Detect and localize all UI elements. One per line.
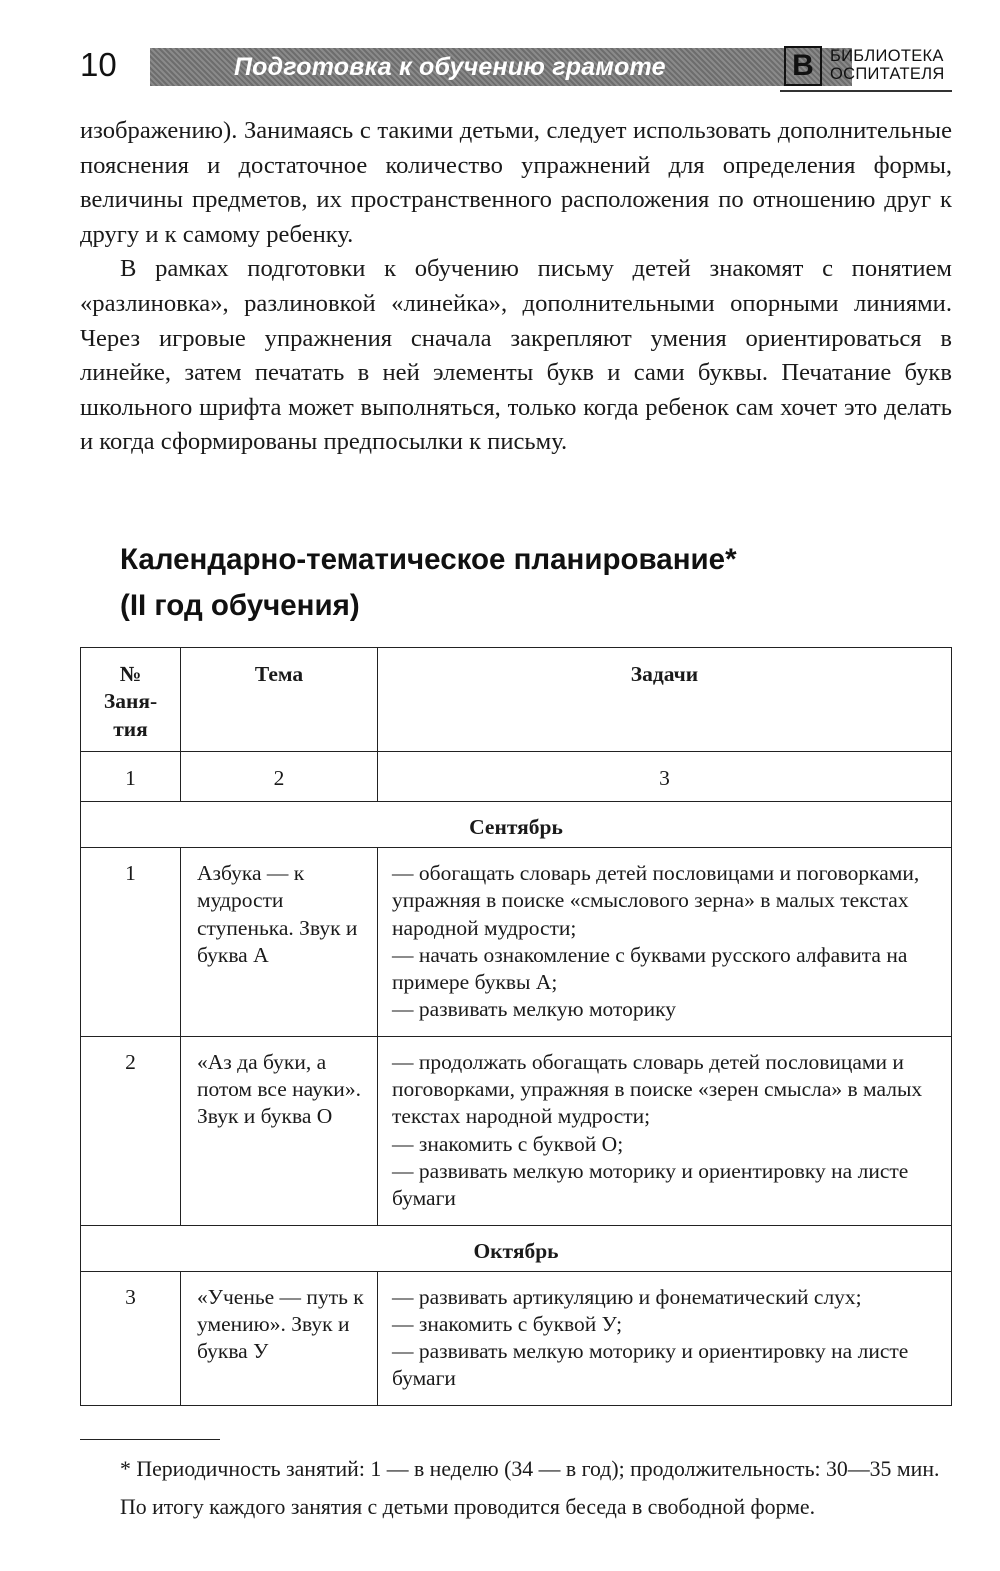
task-item: — развивать мелкую моторику и ориентировку на листе бумаги bbox=[392, 1339, 909, 1391]
logo-underline bbox=[780, 90, 952, 92]
column-index: 1 bbox=[81, 752, 181, 802]
task-item: — начать ознакомление с буквами русского алфавита на примере буквы А; bbox=[392, 942, 908, 995]
task-item: — развивать мелкую моторику и ориентировку на листе бумаги bbox=[392, 1158, 909, 1211]
table-row bbox=[81, 848, 952, 1037]
heading-line: (II год обучения) bbox=[120, 589, 360, 622]
task-item: — обогащать словарь детей пословицами и поговорками, упражняя в поиске «смыслового зерна» в малых текстах народной мудрости; bbox=[392, 861, 920, 940]
footnote bbox=[80, 1455, 952, 1522]
series-logo bbox=[780, 40, 952, 92]
column-index-row bbox=[81, 752, 952, 802]
table-header-row bbox=[81, 648, 952, 752]
footnote-rule bbox=[80, 1439, 220, 1440]
task-item: — развивать мелкую моторику bbox=[392, 997, 677, 1022]
lesson-topic: «Аз да буки, а потом все науки». Звук и буква О bbox=[181, 1036, 378, 1225]
paragraph: В рамках подготовки к обучению письму детей знакомят с понятием «разлиновка», разлиновкой «линейка», дополнительными опорными линиями. Через игровые упражнения сначала закрепляют умения ориентироваться в линейке, затем печатать в ней элементы букв и сами буквы. Печатание букв школьного шрифта может выполняться, только когда ребенок сам хочет это делать и когда сформированы предпосылки к письму. bbox=[80, 255, 952, 456]
column-header-number: № Заня-тия bbox=[81, 648, 181, 752]
logo-text-line1: БИБЛИОТЕКА bbox=[830, 47, 944, 65]
column-index: 2 bbox=[181, 752, 378, 802]
lesson-number: 3 bbox=[81, 1271, 181, 1405]
footnote-text: * Периодичность занятий: 1 — в неделю (34 — в год); продолжительность: 30—35 мин. bbox=[120, 1457, 940, 1481]
task-item: — продолжать обогащать словарь детей пословицами и поговорками, упражняя в поиске «зерен смысла» в малых текстах народной мудрости; bbox=[392, 1049, 923, 1129]
lesson-number: 1 bbox=[81, 848, 181, 1037]
logo-letter-box: В bbox=[784, 46, 822, 86]
lesson-topic: Азбука — к мудрости ступенька. Звук и буква А bbox=[181, 848, 378, 1037]
month-label: Сентябрь bbox=[81, 802, 952, 848]
task-item: — развивать артикуляцию и фонематический слух; bbox=[392, 1284, 862, 1309]
lesson-tasks bbox=[378, 1271, 952, 1405]
task-item: — знакомить с буквой О; bbox=[392, 1131, 624, 1156]
logo-text-line2: ОСПИТАТЕЛЯ bbox=[830, 65, 945, 83]
column-index: 3 bbox=[378, 752, 952, 802]
body-text bbox=[80, 114, 952, 460]
running-title: Подготовка к обучению грамоте bbox=[234, 53, 666, 81]
month-row bbox=[81, 802, 952, 848]
paragraph: изображению). Занимаясь с такими детьми, следует использовать дополнительные пояснения и достаточное количество упражнений для определения формы, величины предметов, их пространственного расположения по отношению друг к другу и к самому ребенку. bbox=[80, 117, 952, 248]
page-header bbox=[80, 40, 952, 92]
month-label: Октябрь bbox=[81, 1225, 952, 1271]
lesson-topic: «Ученье — путь к умению». Звук и буква У bbox=[181, 1271, 378, 1405]
heading-line: Календарно-тематическое планирование* bbox=[120, 543, 737, 576]
table-row bbox=[81, 1271, 952, 1405]
section-heading bbox=[120, 537, 920, 629]
page-number: 10 bbox=[80, 46, 117, 83]
lesson-tasks bbox=[378, 1036, 952, 1225]
column-header-tasks: Задачи bbox=[378, 648, 952, 752]
closing-text: По итогу каждого занятия с детьми проводится беседа в свободной форме. bbox=[120, 1494, 816, 1519]
planning-table bbox=[80, 647, 952, 1406]
lesson-tasks bbox=[378, 848, 952, 1037]
task-item: — знакомить с буквой У; bbox=[392, 1311, 623, 1336]
table-row bbox=[81, 1036, 952, 1225]
column-header-topic: Тема bbox=[181, 648, 378, 752]
month-row bbox=[81, 1225, 952, 1271]
lesson-number: 2 bbox=[81, 1036, 181, 1225]
